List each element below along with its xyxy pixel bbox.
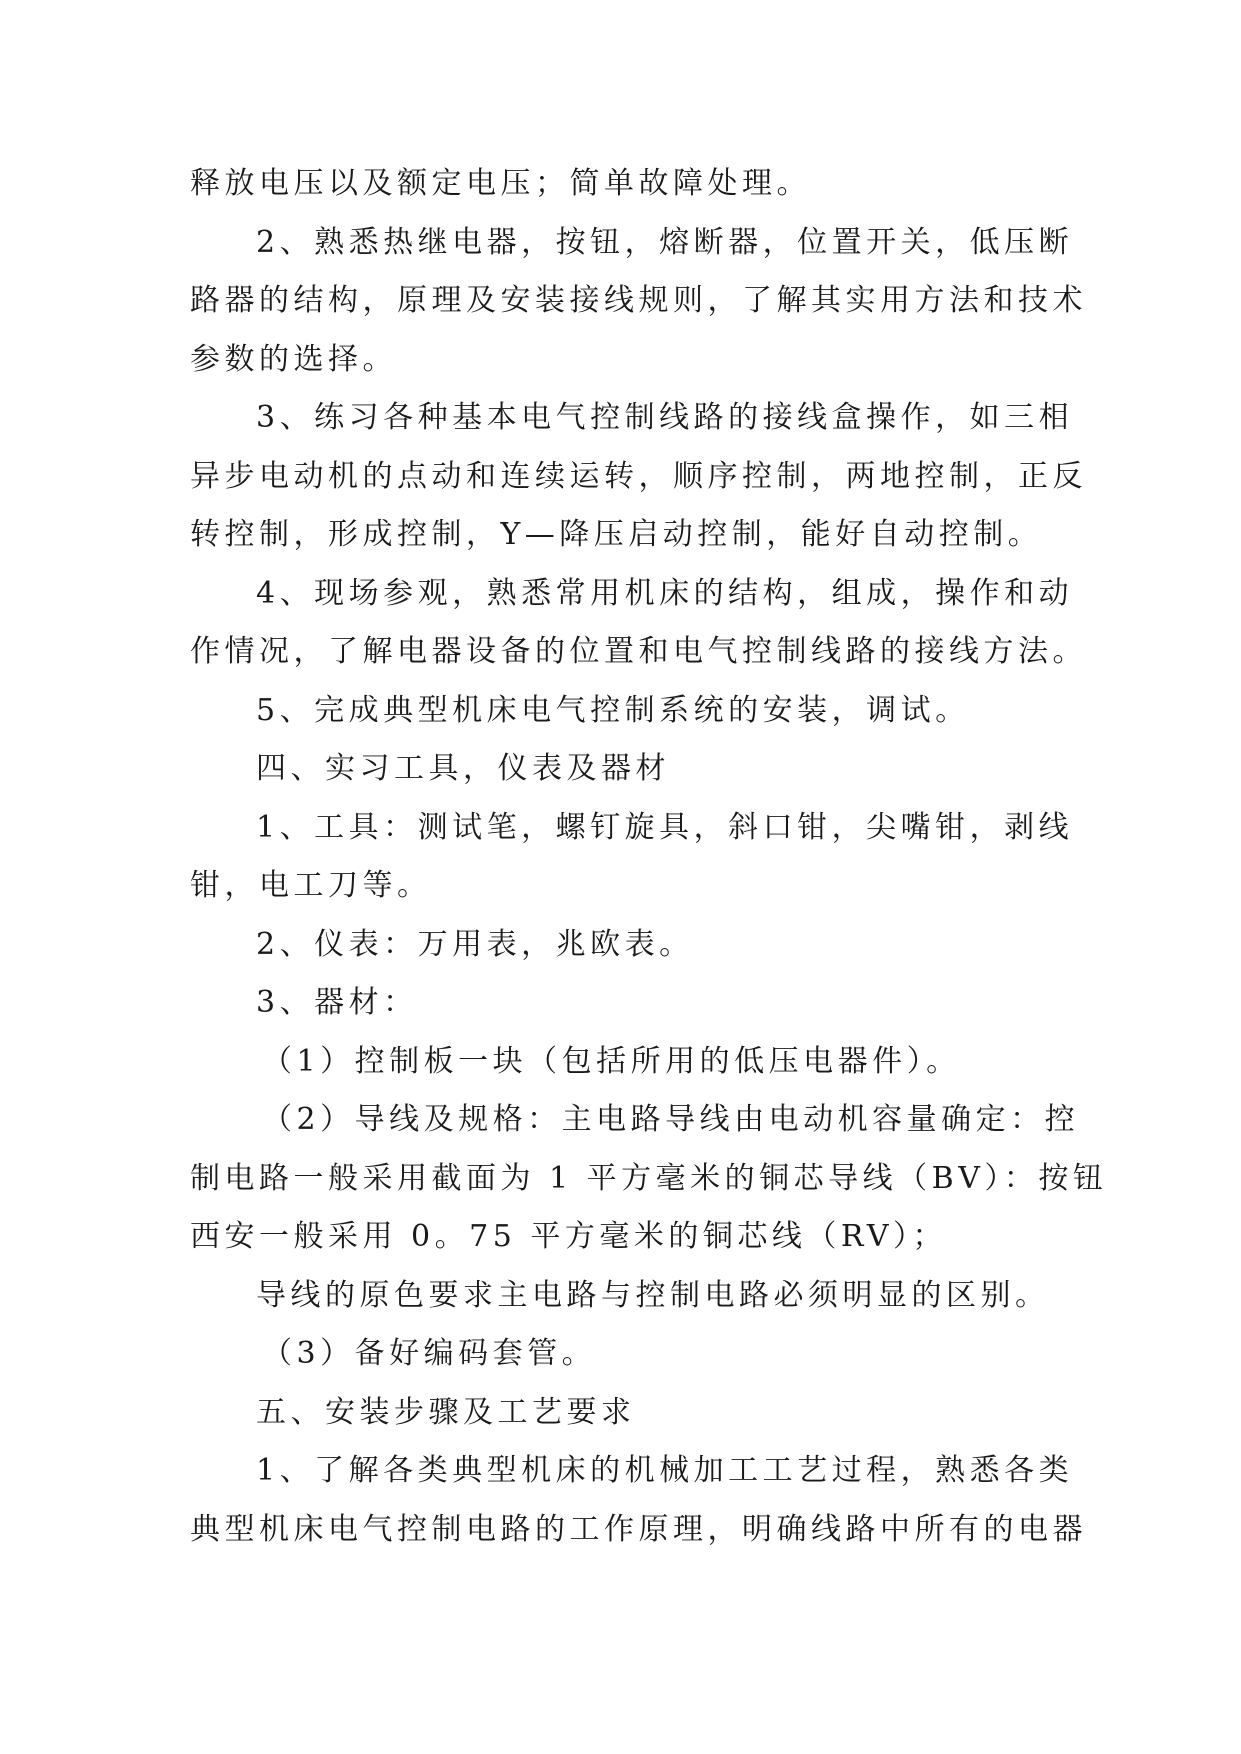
text-line: 参数的选择。 xyxy=(190,341,397,377)
text-line: 路器的结构，原理及安装接线规则，了解其实用方法和技术 xyxy=(190,283,1087,318)
text-line: 5、完成典型机床电气控制系统的安装，调试。 xyxy=(256,692,970,728)
section-heading: 四、实习工具，仪表及器材 xyxy=(256,751,670,786)
text-line: （3）备好编码套管。 xyxy=(262,1336,597,1371)
text-line: 西安一般采用 0。75 平方毫米的铜芯线（RV）； xyxy=(190,1219,948,1254)
text-line: 释放电压以及额定电压；简单故障处理。 xyxy=(190,166,811,201)
text-line: 2、仪表：万用表，兆欧表。 xyxy=(256,926,694,962)
text-line: 制电路一般采用截面为 1 平方毫米的铜芯导线（BV）：按钮 xyxy=(190,1160,1108,1196)
text-line: 1、工具：测试笔，螺钉旋具，斜口钳，尖嘴钳，剥线 xyxy=(256,809,1074,845)
text-line: 钳，电工刀等。 xyxy=(190,868,432,903)
text-line: 3、练习各种基本电气控制线路的接线盒操作，如三相 xyxy=(256,400,1074,435)
document-body xyxy=(190,155,1108,1559)
text-line: 典型机床电气控制电路的工作原理，明确线路中所有的电器 xyxy=(190,1511,1087,1547)
text-line: （1）控制板一块（包括所用的低压电器件）。 xyxy=(262,1043,961,1079)
text-line: 4、现场参观，熟悉常用机床的结构，组成，操作和动 xyxy=(256,575,1074,611)
section-heading: 五、安装步骤及工艺要求 xyxy=(256,1394,636,1430)
text-line: 异步电动机的点动和连续运转，顺序控制，两地控制，正反 xyxy=(190,458,1087,494)
text-line: 2、熟悉热继电器，按钮，熔断器，位置开关，低压断 xyxy=(256,224,1074,260)
text-line: 作情况，了解电器设备的位置和电气控制线路的接线方法。 xyxy=(190,634,1087,669)
text-line: 转控制，形成控制，Y—降压启动控制，能好自动控制。 xyxy=(190,517,1043,552)
text-line: 3、器材： xyxy=(256,985,418,1020)
text-line: 1、了解各类典型机床的机械加工工艺过程，熟悉各类 xyxy=(256,1453,1074,1488)
text-line: （2）导线及规格：主电路导线由电动机容量确定：控 xyxy=(262,1102,1080,1137)
text-line: 导线的原色要求主电路与控制电路必须明显的区别。 xyxy=(256,1277,1050,1313)
